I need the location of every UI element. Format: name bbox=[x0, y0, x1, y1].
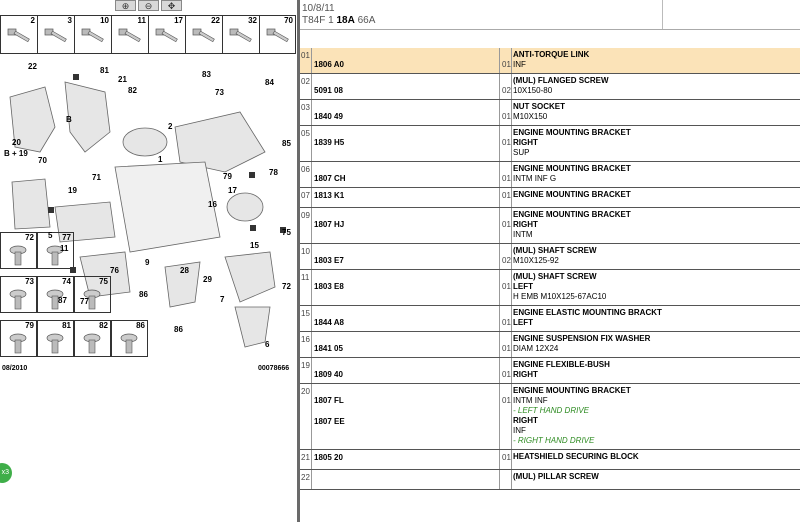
part-quantity: 01 bbox=[502, 318, 511, 327]
diagram-callout[interactable]: 73 bbox=[215, 88, 224, 97]
part-cell[interactable] bbox=[222, 15, 259, 54]
description-line: (MUL) SHAFT SCREW bbox=[513, 246, 597, 255]
part-quantity: 01 bbox=[502, 453, 511, 462]
row-index: 09 bbox=[301, 211, 310, 220]
parts-header bbox=[300, 0, 800, 30]
part-cell[interactable] bbox=[0, 15, 37, 54]
parts-row[interactable] bbox=[300, 358, 800, 384]
part-quantity: 01 bbox=[502, 370, 511, 379]
description-line: ENGINE SUSPENSION FIX WASHER bbox=[513, 334, 651, 343]
part-quantity: 01 bbox=[502, 344, 511, 353]
diagram-callout[interactable]: 86 bbox=[174, 325, 183, 334]
part-description bbox=[513, 246, 597, 266]
part-reference[interactable]: 1840 49 bbox=[314, 112, 343, 121]
diagram-callout[interactable]: 75 bbox=[282, 228, 291, 237]
screw-icon bbox=[226, 25, 256, 53]
part-cell-label: 10 bbox=[100, 16, 109, 25]
zoom-out-icon[interactable]: ⊖ bbox=[138, 0, 159, 11]
diagram-reference: 00078666 bbox=[258, 365, 290, 372]
parts-row[interactable] bbox=[300, 332, 800, 358]
description-line: ENGINE FLEXIBLE-BUSH bbox=[513, 360, 610, 369]
part-description bbox=[513, 128, 631, 158]
bolt-icon bbox=[4, 242, 34, 268]
part-reference[interactable]: 1844 A8 bbox=[314, 318, 344, 327]
part-description bbox=[513, 334, 650, 354]
part-cell-label: 22 bbox=[211, 16, 220, 25]
diagram-callout[interactable]: 71 bbox=[92, 173, 101, 182]
row-index: 15 bbox=[301, 309, 310, 318]
part-cell-label: 2 bbox=[30, 16, 35, 25]
part-reference[interactable]: 1807 HJ bbox=[314, 220, 345, 229]
part-cell-label: 82 bbox=[99, 321, 108, 330]
diagram-callout[interactable]: 29 bbox=[203, 275, 212, 284]
part-thumbnail-strip bbox=[0, 15, 297, 54]
description-line: ENGINE MOUNTING BRACKET bbox=[513, 164, 631, 173]
description-line: INTM bbox=[513, 230, 533, 239]
row-index: 16 bbox=[301, 335, 310, 344]
parts-row[interactable] bbox=[300, 306, 800, 332]
diagram-callout[interactable]: 16 bbox=[208, 200, 217, 209]
part-reference[interactable]: 1809 40 bbox=[314, 370, 343, 379]
parts-row[interactable] bbox=[300, 270, 800, 306]
part-cell[interactable] bbox=[185, 15, 222, 54]
parts-row[interactable] bbox=[300, 470, 800, 490]
part-cell-label: 79 bbox=[25, 321, 34, 330]
part-cell-label: 77 bbox=[62, 233, 71, 242]
part-reference[interactable]: 1805 20 bbox=[314, 453, 343, 462]
part-description bbox=[513, 472, 599, 482]
part-description bbox=[513, 210, 631, 240]
part-reference[interactable]: 1813 K1 bbox=[314, 191, 345, 200]
description-line: INF bbox=[513, 60, 526, 69]
bolt-icon bbox=[115, 330, 145, 356]
part-cell-label: 73 bbox=[25, 277, 34, 286]
part-cell[interactable] bbox=[148, 15, 185, 54]
diagram-callout[interactable]: 70 bbox=[38, 156, 47, 165]
part-description bbox=[513, 50, 589, 70]
part-reference[interactable]: 1807 CH bbox=[314, 174, 346, 183]
mount-block-shape bbox=[12, 179, 50, 229]
mount-shape bbox=[123, 128, 167, 156]
parts-row[interactable] bbox=[300, 384, 800, 450]
description-line: RIGHT bbox=[513, 370, 538, 379]
part-description bbox=[513, 190, 631, 200]
diagram-callout[interactable]: 2 bbox=[168, 122, 173, 131]
part-cell-label: 32 bbox=[248, 16, 257, 25]
part-cell[interactable] bbox=[37, 276, 74, 313]
part-reference[interactable]: 1803 E7 bbox=[314, 256, 344, 265]
row-index: 07 bbox=[301, 191, 310, 200]
diagram-date: 08/2010 bbox=[2, 365, 28, 372]
diagram-callout[interactable]: B + 19 bbox=[4, 149, 28, 158]
diagram-callout[interactable]: 17 bbox=[228, 186, 237, 195]
description-line: ENGINE MOUNTING BRACKET bbox=[513, 210, 631, 219]
diagram-callout[interactable]: 22 bbox=[28, 62, 37, 71]
diagram-callout[interactable]: 1 bbox=[158, 155, 163, 164]
diagram-callout[interactable]: 72 bbox=[282, 282, 291, 291]
description-line: (MUL) FLANGED SCREW bbox=[513, 76, 609, 85]
part-cell[interactable] bbox=[0, 276, 37, 313]
parts-row[interactable] bbox=[300, 74, 800, 100]
part-cell-label: 70 bbox=[284, 16, 293, 25]
screw-icon bbox=[41, 25, 71, 53]
parts-row[interactable] bbox=[300, 450, 800, 470]
part-cell-label: 11 bbox=[137, 16, 146, 25]
diagram-callout[interactable]: 15 bbox=[250, 241, 259, 250]
row-index: 22 bbox=[301, 473, 310, 482]
part-description bbox=[513, 272, 606, 302]
screw-icon bbox=[115, 25, 145, 53]
diagram-callout[interactable]: 87 bbox=[58, 296, 67, 305]
bolt-icon bbox=[4, 330, 34, 356]
diagram-callout[interactable]: 81 bbox=[100, 66, 109, 75]
part-quantity: 01 bbox=[502, 282, 511, 291]
screw-icon bbox=[152, 25, 182, 53]
pan-icon[interactable]: ✥ bbox=[161, 0, 182, 11]
part-cell-label: 74 bbox=[62, 277, 71, 286]
diagram-callout[interactable]: 5 bbox=[48, 231, 53, 240]
zoom-in-icon[interactable]: ⊕ bbox=[115, 0, 136, 11]
description-line: RIGHT bbox=[513, 416, 538, 425]
part-description bbox=[513, 76, 609, 96]
parts-row[interactable] bbox=[300, 208, 800, 244]
parts-row[interactable] bbox=[300, 48, 800, 74]
description-line: LEFT bbox=[513, 318, 533, 327]
diagram-callout[interactable]: 76 bbox=[110, 266, 119, 275]
diagram-callout[interactable]: 21 bbox=[118, 75, 127, 84]
part-reference[interactable]: 1803 E8 bbox=[314, 282, 344, 291]
engine-shape bbox=[115, 162, 220, 252]
part-cell-label: 72 bbox=[25, 233, 34, 242]
row-index: 01 bbox=[301, 51, 310, 60]
description-line: INF bbox=[513, 426, 526, 435]
screw-icon bbox=[263, 25, 293, 53]
part-cell-label: 86 bbox=[136, 321, 145, 330]
diagram-callout[interactable]: B bbox=[66, 115, 72, 124]
diagram-callout[interactable]: 78 bbox=[269, 168, 278, 177]
part-description bbox=[513, 360, 610, 380]
diagram-callout[interactable]: 20 bbox=[12, 138, 21, 147]
diagram-callout[interactable]: 28 bbox=[180, 266, 189, 275]
description-line: H EMB M10X125-67AC10 bbox=[513, 292, 607, 301]
part-cell[interactable] bbox=[0, 320, 37, 357]
row-index: 06 bbox=[301, 165, 310, 174]
part-cell[interactable] bbox=[111, 320, 148, 357]
part-description bbox=[513, 452, 639, 462]
diagram-callout[interactable]: 77 bbox=[80, 297, 89, 306]
parts-row[interactable] bbox=[300, 244, 800, 270]
floating-badge[interactable]: x3 bbox=[0, 463, 12, 483]
parts-row[interactable] bbox=[300, 162, 800, 188]
diagram-callout[interactable]: 6 bbox=[265, 340, 270, 349]
description-line: LEFT bbox=[513, 282, 533, 291]
row-index: 02 bbox=[301, 77, 310, 86]
description-line: ENGINE MOUNTING BRACKET bbox=[513, 128, 631, 137]
part-quantity: 02 bbox=[502, 86, 511, 95]
part-cell-label: 3 bbox=[67, 16, 72, 25]
description-line: RIGHT bbox=[513, 220, 538, 229]
part-reference[interactable]: 1807 FL bbox=[314, 396, 344, 405]
part-description bbox=[513, 102, 565, 122]
part-cell[interactable] bbox=[0, 232, 37, 269]
screw-icon bbox=[4, 25, 34, 53]
part-reference-alt[interactable]: 1807 EE bbox=[314, 417, 345, 426]
row-index: 10 bbox=[301, 247, 310, 256]
row-index: 21 bbox=[301, 453, 310, 462]
description-line: - RIGHT HAND DRIVE bbox=[513, 436, 595, 445]
description-line: - LEFT HAND DRIVE bbox=[513, 406, 590, 415]
part-cell-label: 17 bbox=[174, 16, 183, 25]
part-reference[interactable]: 1841 05 bbox=[314, 344, 343, 353]
part-reference[interactable]: 5091 08 bbox=[314, 86, 343, 95]
part-cell-label: 81 bbox=[62, 321, 71, 330]
part-cell[interactable] bbox=[74, 276, 111, 313]
part-quantity: 01 bbox=[502, 138, 511, 147]
part-quantity: 01 bbox=[502, 112, 511, 121]
diagram-callout[interactable]: 82 bbox=[128, 86, 137, 95]
part-cell-label: 75 bbox=[99, 277, 108, 286]
part-cell[interactable] bbox=[74, 320, 111, 357]
parts-row[interactable] bbox=[300, 188, 800, 208]
part-description bbox=[513, 164, 631, 184]
row-index: 20 bbox=[301, 387, 310, 396]
description-line: ANTI-TORQUE LINK bbox=[513, 50, 590, 59]
bolt-icon bbox=[4, 286, 34, 312]
bush-shape bbox=[227, 193, 263, 221]
description-line: NUT SOCKET bbox=[513, 102, 565, 111]
part-cell[interactable] bbox=[37, 320, 74, 357]
part-quantity: 01 bbox=[502, 60, 511, 69]
description-line: ENGINE MOUNTING BRACKET bbox=[513, 190, 631, 199]
description-line: M10X125-92 bbox=[513, 256, 559, 265]
parts-row[interactable] bbox=[300, 126, 800, 162]
part-description bbox=[513, 386, 631, 446]
bolt-icon bbox=[41, 330, 71, 356]
plate-shape bbox=[225, 252, 275, 302]
diagram-callout[interactable]: 83 bbox=[202, 70, 211, 79]
screw-icon bbox=[78, 25, 108, 53]
diagram-callout[interactable]: 84 bbox=[265, 78, 274, 87]
row-index: 05 bbox=[301, 129, 310, 138]
description-line: M10X150 bbox=[513, 112, 548, 121]
part-cell[interactable] bbox=[111, 15, 148, 54]
screw-icon bbox=[189, 25, 219, 53]
parts-table bbox=[300, 48, 800, 490]
description-line: ENGINE ELASTIC MOUNTING BRACKT bbox=[513, 308, 662, 317]
description-line: (MUL) PILLAR SCREW bbox=[513, 472, 599, 481]
part-quantity: 01 bbox=[502, 174, 511, 183]
diagram-callout[interactable]: 86 bbox=[139, 290, 148, 299]
description-line: HEATSHIELD SECURING BLOCK bbox=[513, 452, 639, 461]
description-line: RIGHT bbox=[513, 138, 538, 147]
description-line: INTM INF G bbox=[513, 174, 557, 183]
part-description bbox=[513, 308, 662, 328]
part-reference[interactable]: 1806 A0 bbox=[314, 60, 344, 69]
parts-list-panel bbox=[300, 0, 800, 522]
part-cell[interactable] bbox=[74, 15, 111, 54]
part-reference[interactable]: 1839 H5 bbox=[314, 138, 345, 147]
diagram-callout[interactable]: 79 bbox=[223, 172, 232, 181]
header-code: T84F 1 18A 66A bbox=[302, 15, 376, 26]
description-line: INTM INF bbox=[513, 396, 548, 405]
description-line: ENGINE MOUNTING BRACKET bbox=[513, 386, 631, 395]
diagram-callout[interactable]: 11 bbox=[60, 244, 69, 253]
header-date: 10/8/11 bbox=[302, 3, 335, 14]
diagram-callout[interactable]: 9 bbox=[145, 258, 150, 267]
part-cell[interactable] bbox=[37, 15, 74, 54]
diagram-callout[interactable]: 19 bbox=[68, 186, 77, 195]
part-quantity: 01 bbox=[502, 220, 511, 229]
parts-row[interactable] bbox=[300, 100, 800, 126]
diagram-callout[interactable]: 85 bbox=[282, 139, 291, 148]
description-line: SUP bbox=[513, 148, 530, 157]
diagram-panel[interactable] bbox=[0, 0, 297, 522]
description-line: (MUL) SHAFT SCREW bbox=[513, 272, 597, 281]
row-index: 19 bbox=[301, 361, 310, 370]
row-index: 11 bbox=[301, 273, 310, 282]
bolt-icon bbox=[78, 330, 108, 356]
zoom-toolbar bbox=[115, 0, 187, 12]
diagram-callout[interactable]: 7 bbox=[220, 295, 225, 304]
description-line: 10X150-80 bbox=[513, 86, 553, 95]
description-line: DIAM 12X24 bbox=[513, 344, 559, 353]
part-quantity: 01 bbox=[502, 396, 511, 405]
part-cell[interactable] bbox=[259, 15, 296, 54]
row-index: 03 bbox=[301, 103, 310, 112]
part-quantity: 02 bbox=[502, 256, 511, 265]
part-quantity: 01 bbox=[502, 191, 511, 200]
